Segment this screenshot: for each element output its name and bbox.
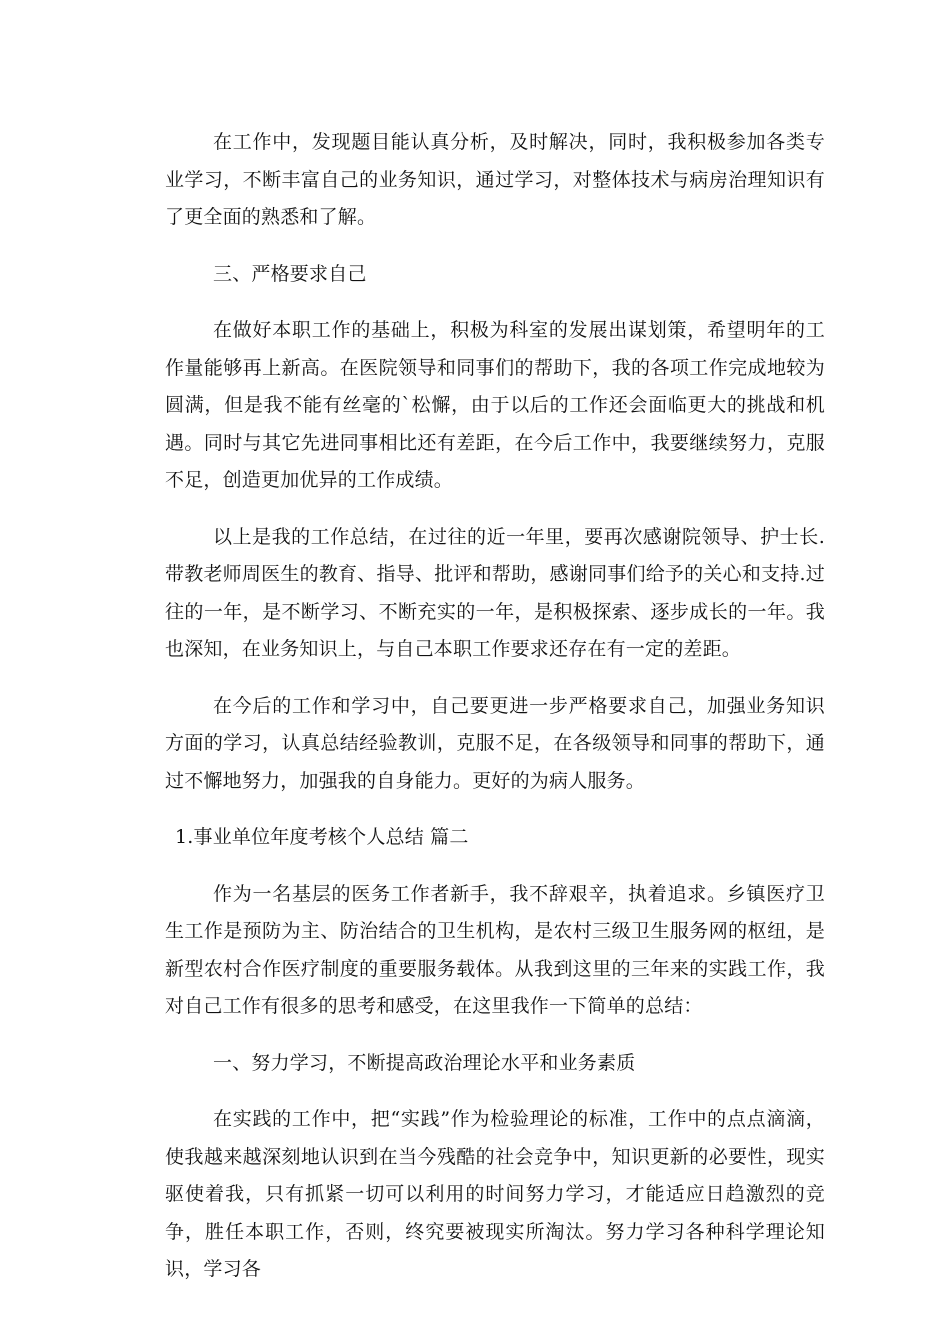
paragraph-medical-worker-intro: 作为一名基层的医务工作者新手，我不辞艰辛，执着追求。乡镇医疗卫生工作是预防为主、防治结合的卫生机构，是农村三级卫生服务网的枢纽，是新型农村合作医疗制度的重要服务载体。从我到这里的三年来的实践工作，我对自己工作有很多的思考和感受，在这里我作一下简单的总结： xyxy=(165,882,825,1017)
paragraph-work-study: 在工作中，发现题目能认真分析，及时解决，同时，我积极参加各类专业学习，不断丰富自己的业务知识，通过学习，对整体技术与病房治理知识有了更全面的熟悉和了解。 xyxy=(165,131,825,228)
paragraph-practice-learning: 在实践的工作中，把“实践”作为检验理论的标准，工作中的点点滴滴，使我越来越深刻地认识到在当今残酷的社会竞争中，知识更新的必要性，现实驱使着我，只有抓紧一切可以利用的时间努力学习，才能适应日趋激烈的竞争，胜任本职工作，否则，终究要被现实所淘汰。努力学习各种科学理论知识，学习各 xyxy=(165,1108,825,1280)
section-heading-strict-requirements: 三、严格要求自己 xyxy=(213,262,367,285)
paragraph-summary-thanks: 以上是我的工作总结，在过往的近一年里，要再次感谢院领导、护士长.带教老师周医生的教育、指导、批评和帮助，感谢同事们给予的关心和支持.过往的一年，是不断学习、不断充实的一年，是积极探索、逐步成长的一年。我也深知，在业务知识上，与自己本职工作要求还存在有一定的差距。 xyxy=(165,525,825,660)
document-body xyxy=(165,124,825,1308)
paragraph-job-foundation: 在做好本职工作的基础上，积极为科室的发展出谋划策，希望明年的工作量能够再上新高。在医院领导和同事们的帮助下，我的各项工作完成地较为圆满，但是我不能有丝毫的`松懈，由于以后的工作还会面临更大的挑战和机遇。同时与其它先进同事相比还有差距，在今后工作中，我要继续努力，克服不足，创造更加优异的工作成绩。 xyxy=(165,319,825,491)
numbered-title-part-two: 1.事业单位年度考核个人总结 篇二 xyxy=(175,826,469,848)
paragraph-future-plans: 在今后的工作和学习中，自己要更进一步严格要求自己，加强业务知识方面的学习，认真总结经验教训，克服不足，在各级领导和同事的帮助下，通过不懈地努力，加强我的自身能力。更好的为病人服务。 xyxy=(165,694,825,792)
section-heading-study-quality: 一、努力学习，不断提高政治理论水平和业务素质 xyxy=(213,1051,636,1074)
